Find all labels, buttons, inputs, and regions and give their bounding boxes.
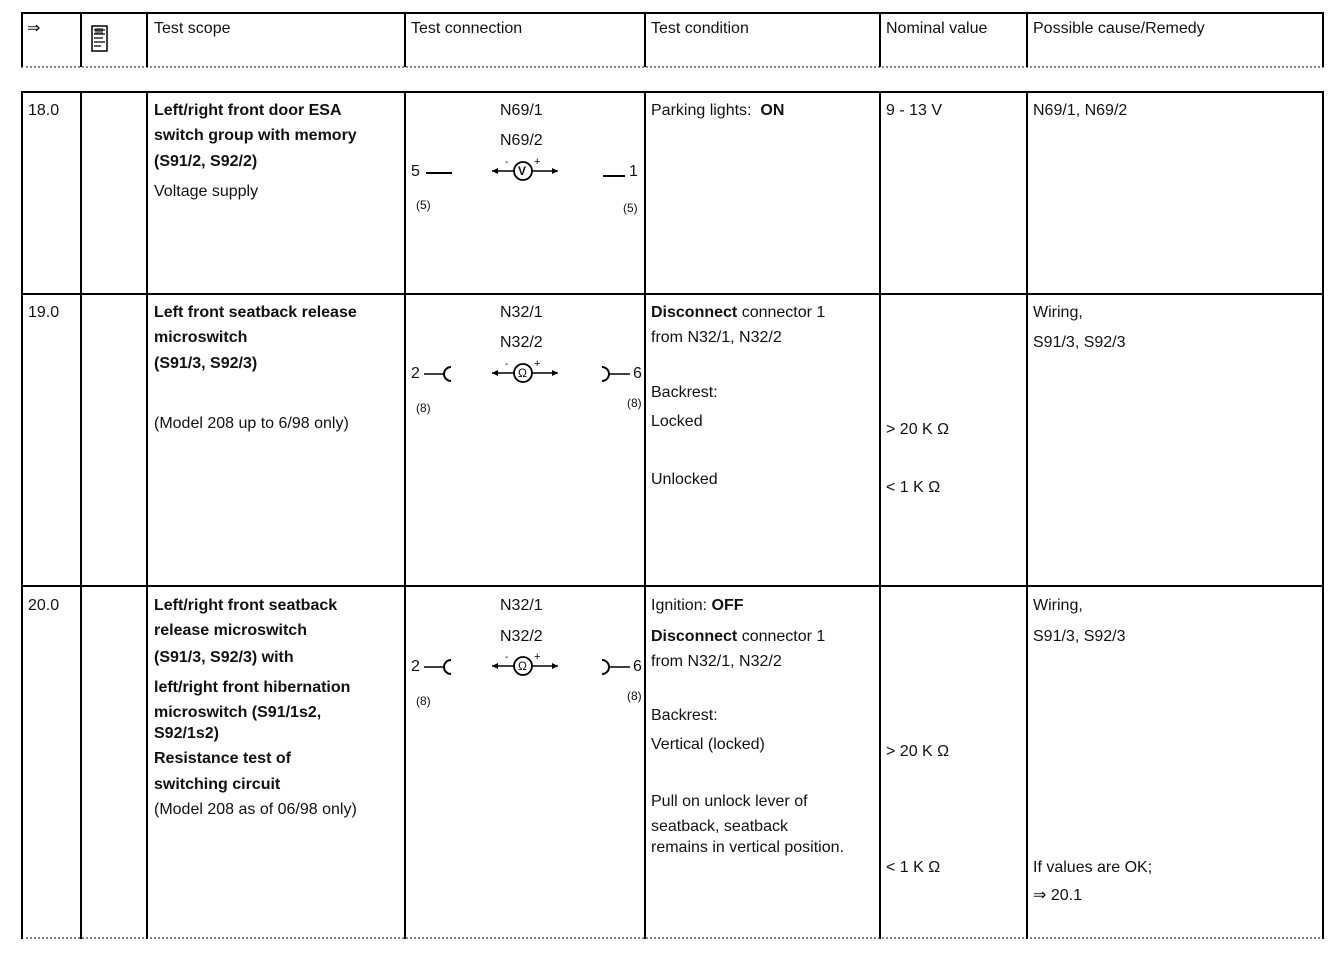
test-scope-line: Left/right front seatback — [154, 597, 338, 614]
test-scope-line: microswitch (S91/1s2, — [154, 704, 322, 721]
svg-text:+: + — [534, 651, 541, 663]
svg-text:-: - — [505, 652, 509, 663]
right-probe-icon — [600, 657, 630, 682]
test-condition-pull: remains in vertical position. — [651, 839, 844, 856]
meter-symbol: Ω — [518, 659, 527, 673]
column-divider — [21, 91, 23, 939]
test-scope-line: microswitch — [154, 329, 248, 346]
test-condition-backrest: Backrest: — [651, 707, 718, 724]
possible-cause-next-link[interactable]: ⇒ 20.1 — [1033, 887, 1082, 904]
possible-cause: N69/1, N69/2 — [1033, 102, 1128, 119]
header-nominal-value: Nominal value — [886, 20, 988, 37]
svg-text:-: - — [505, 359, 509, 370]
test-scope-line: left/right front hibernation — [154, 679, 351, 696]
connection-right-pin: 1 — [629, 163, 638, 180]
test-condition-pull: seatback, seatback — [651, 818, 788, 835]
header-divider — [1322, 12, 1324, 67]
row-number: 18.0 — [28, 102, 60, 119]
column-divider — [404, 91, 406, 939]
connection-left-sub: (5) — [416, 198, 431, 212]
header-test-scope: Test scope — [154, 20, 231, 37]
header-divider — [1026, 12, 1028, 67]
test-scope-line: (S91/3, S92/3) with — [154, 649, 294, 666]
test-scope-line: Resistance test of — [154, 750, 291, 767]
test-scope-line: (S91/2, S92/2) — [154, 153, 258, 170]
test-scope-line: release microswitch — [154, 622, 307, 639]
test-condition-from: from N32/1, N32/2 — [651, 653, 782, 670]
header-divider — [21, 12, 23, 67]
condition-disconnect: Disconnect — [651, 304, 738, 321]
possible-cause: S91/3, S92/3 — [1033, 334, 1126, 351]
nominal-value-unlocked: < 1 K Ω — [886, 859, 941, 876]
header-top-border — [21, 12, 1324, 14]
svg-text:-: - — [505, 157, 509, 168]
right-pin-line — [603, 175, 625, 177]
connection-left-pin: 2 — [411, 658, 420, 675]
connection-top-label: N69/1 — [500, 102, 543, 119]
column-divider — [1322, 91, 1324, 939]
row-separator — [21, 585, 1324, 587]
condition-connector: connector 1 — [737, 628, 826, 645]
test-scope-line: switching circuit — [154, 776, 281, 793]
left-pin-line — [426, 172, 452, 174]
row-separator — [21, 293, 1324, 295]
header-test-condition: Test condition — [651, 20, 749, 37]
test-condition — [651, 629, 825, 645]
possible-cause-ok: If values are OK; — [1033, 859, 1153, 876]
ohmmeter-icon — [490, 358, 560, 393]
test-condition-from: from N32/1, N32/2 — [651, 329, 782, 346]
connection-right-pin: 6 — [633, 365, 642, 382]
test-condition — [651, 103, 784, 119]
test-scope-line: S92/1s2) — [154, 725, 219, 742]
voltmeter-icon — [490, 156, 560, 191]
connection-left-sub: (8) — [416, 401, 431, 415]
column-divider — [1026, 91, 1028, 939]
book-icon — [89, 24, 111, 59]
header-test-connection: Test connection — [411, 20, 523, 37]
column-divider — [644, 91, 646, 939]
body-top-border — [21, 91, 1324, 93]
ohmmeter-icon — [490, 651, 560, 686]
test-scope-line: switch group with memory — [154, 127, 357, 144]
meter-symbol: Ω — [518, 366, 527, 380]
connection-bottom-label: N32/2 — [500, 628, 543, 645]
left-probe-icon — [424, 657, 454, 682]
svg-text:+: + — [534, 156, 541, 168]
condition-label: Parking lights: — [651, 102, 752, 119]
connection-bottom-label: N69/2 — [500, 132, 543, 149]
condition-ignition-value: OFF — [711, 597, 744, 614]
test-scope-line: Left front seatback release — [154, 304, 357, 321]
header-divider — [644, 12, 646, 67]
condition-connector: connector 1 — [737, 304, 826, 321]
nominal-value-locked: > 20 K Ω — [886, 743, 950, 760]
meter-symbol: V — [518, 164, 527, 178]
possible-cause: Wiring, — [1033, 597, 1083, 614]
header-divider — [146, 12, 148, 67]
test-scope-note: (Model 208 up to 6/98 only) — [154, 415, 349, 432]
column-divider — [879, 91, 881, 939]
header-bottom-dots — [21, 66, 1324, 68]
row-number: 20.0 — [28, 597, 60, 614]
test-condition-backrest: Backrest: — [651, 384, 718, 401]
svg-text:+: + — [534, 358, 541, 370]
header-divider — [80, 12, 82, 67]
left-probe-icon — [424, 364, 454, 389]
connection-bottom-label: N32/2 — [500, 334, 543, 351]
header-divider — [879, 12, 881, 67]
column-divider — [80, 91, 82, 939]
possible-cause: Wiring, — [1033, 304, 1083, 321]
test-condition — [651, 598, 744, 614]
column-divider — [146, 91, 148, 939]
nominal-value-unlocked: < 1 K Ω — [886, 479, 941, 496]
connection-right-sub: (5) — [623, 201, 638, 215]
header-possible-cause: Possible cause/Remedy — [1033, 20, 1205, 37]
body-bottom-dots — [21, 937, 1324, 939]
row-number: 19.0 — [28, 304, 60, 321]
connection-top-label: N32/1 — [500, 597, 543, 614]
test-condition-pull: Pull on unlock lever of — [651, 793, 808, 810]
condition-disconnect: Disconnect — [651, 628, 738, 645]
connection-left-sub: (8) — [416, 694, 431, 708]
test-scope-line: Left/right front door ESA — [154, 102, 342, 119]
connection-right-sub: (8) — [627, 396, 642, 410]
header-divider — [404, 12, 406, 67]
connection-right-pin: 6 — [633, 658, 642, 675]
test-scope-note: (Model 208 as of 06/98 only) — [154, 801, 357, 818]
test-condition — [651, 305, 825, 321]
connection-right-sub: (8) — [627, 689, 642, 703]
nominal-value-locked: > 20 K Ω — [886, 421, 950, 438]
right-probe-icon — [600, 364, 630, 389]
connection-left-pin: 5 — [411, 163, 420, 180]
test-condition-locked: Locked — [651, 413, 703, 430]
test-scope-note: Voltage supply — [154, 183, 259, 200]
condition-value: ON — [760, 102, 785, 119]
test-condition-vertical: Vertical (locked) — [651, 736, 765, 753]
connection-left-pin: 2 — [411, 365, 420, 382]
nominal-value: 9 - 13 V — [886, 102, 943, 119]
connection-top-label: N32/1 — [500, 304, 543, 321]
header-arrow: ⇒ — [27, 20, 41, 37]
test-condition-unlocked: Unlocked — [651, 471, 718, 488]
condition-ignition-label: Ignition: — [651, 597, 708, 614]
possible-cause: S91/3, S92/3 — [1033, 628, 1126, 645]
test-scope-line: (S91/3, S92/3) — [154, 355, 258, 372]
